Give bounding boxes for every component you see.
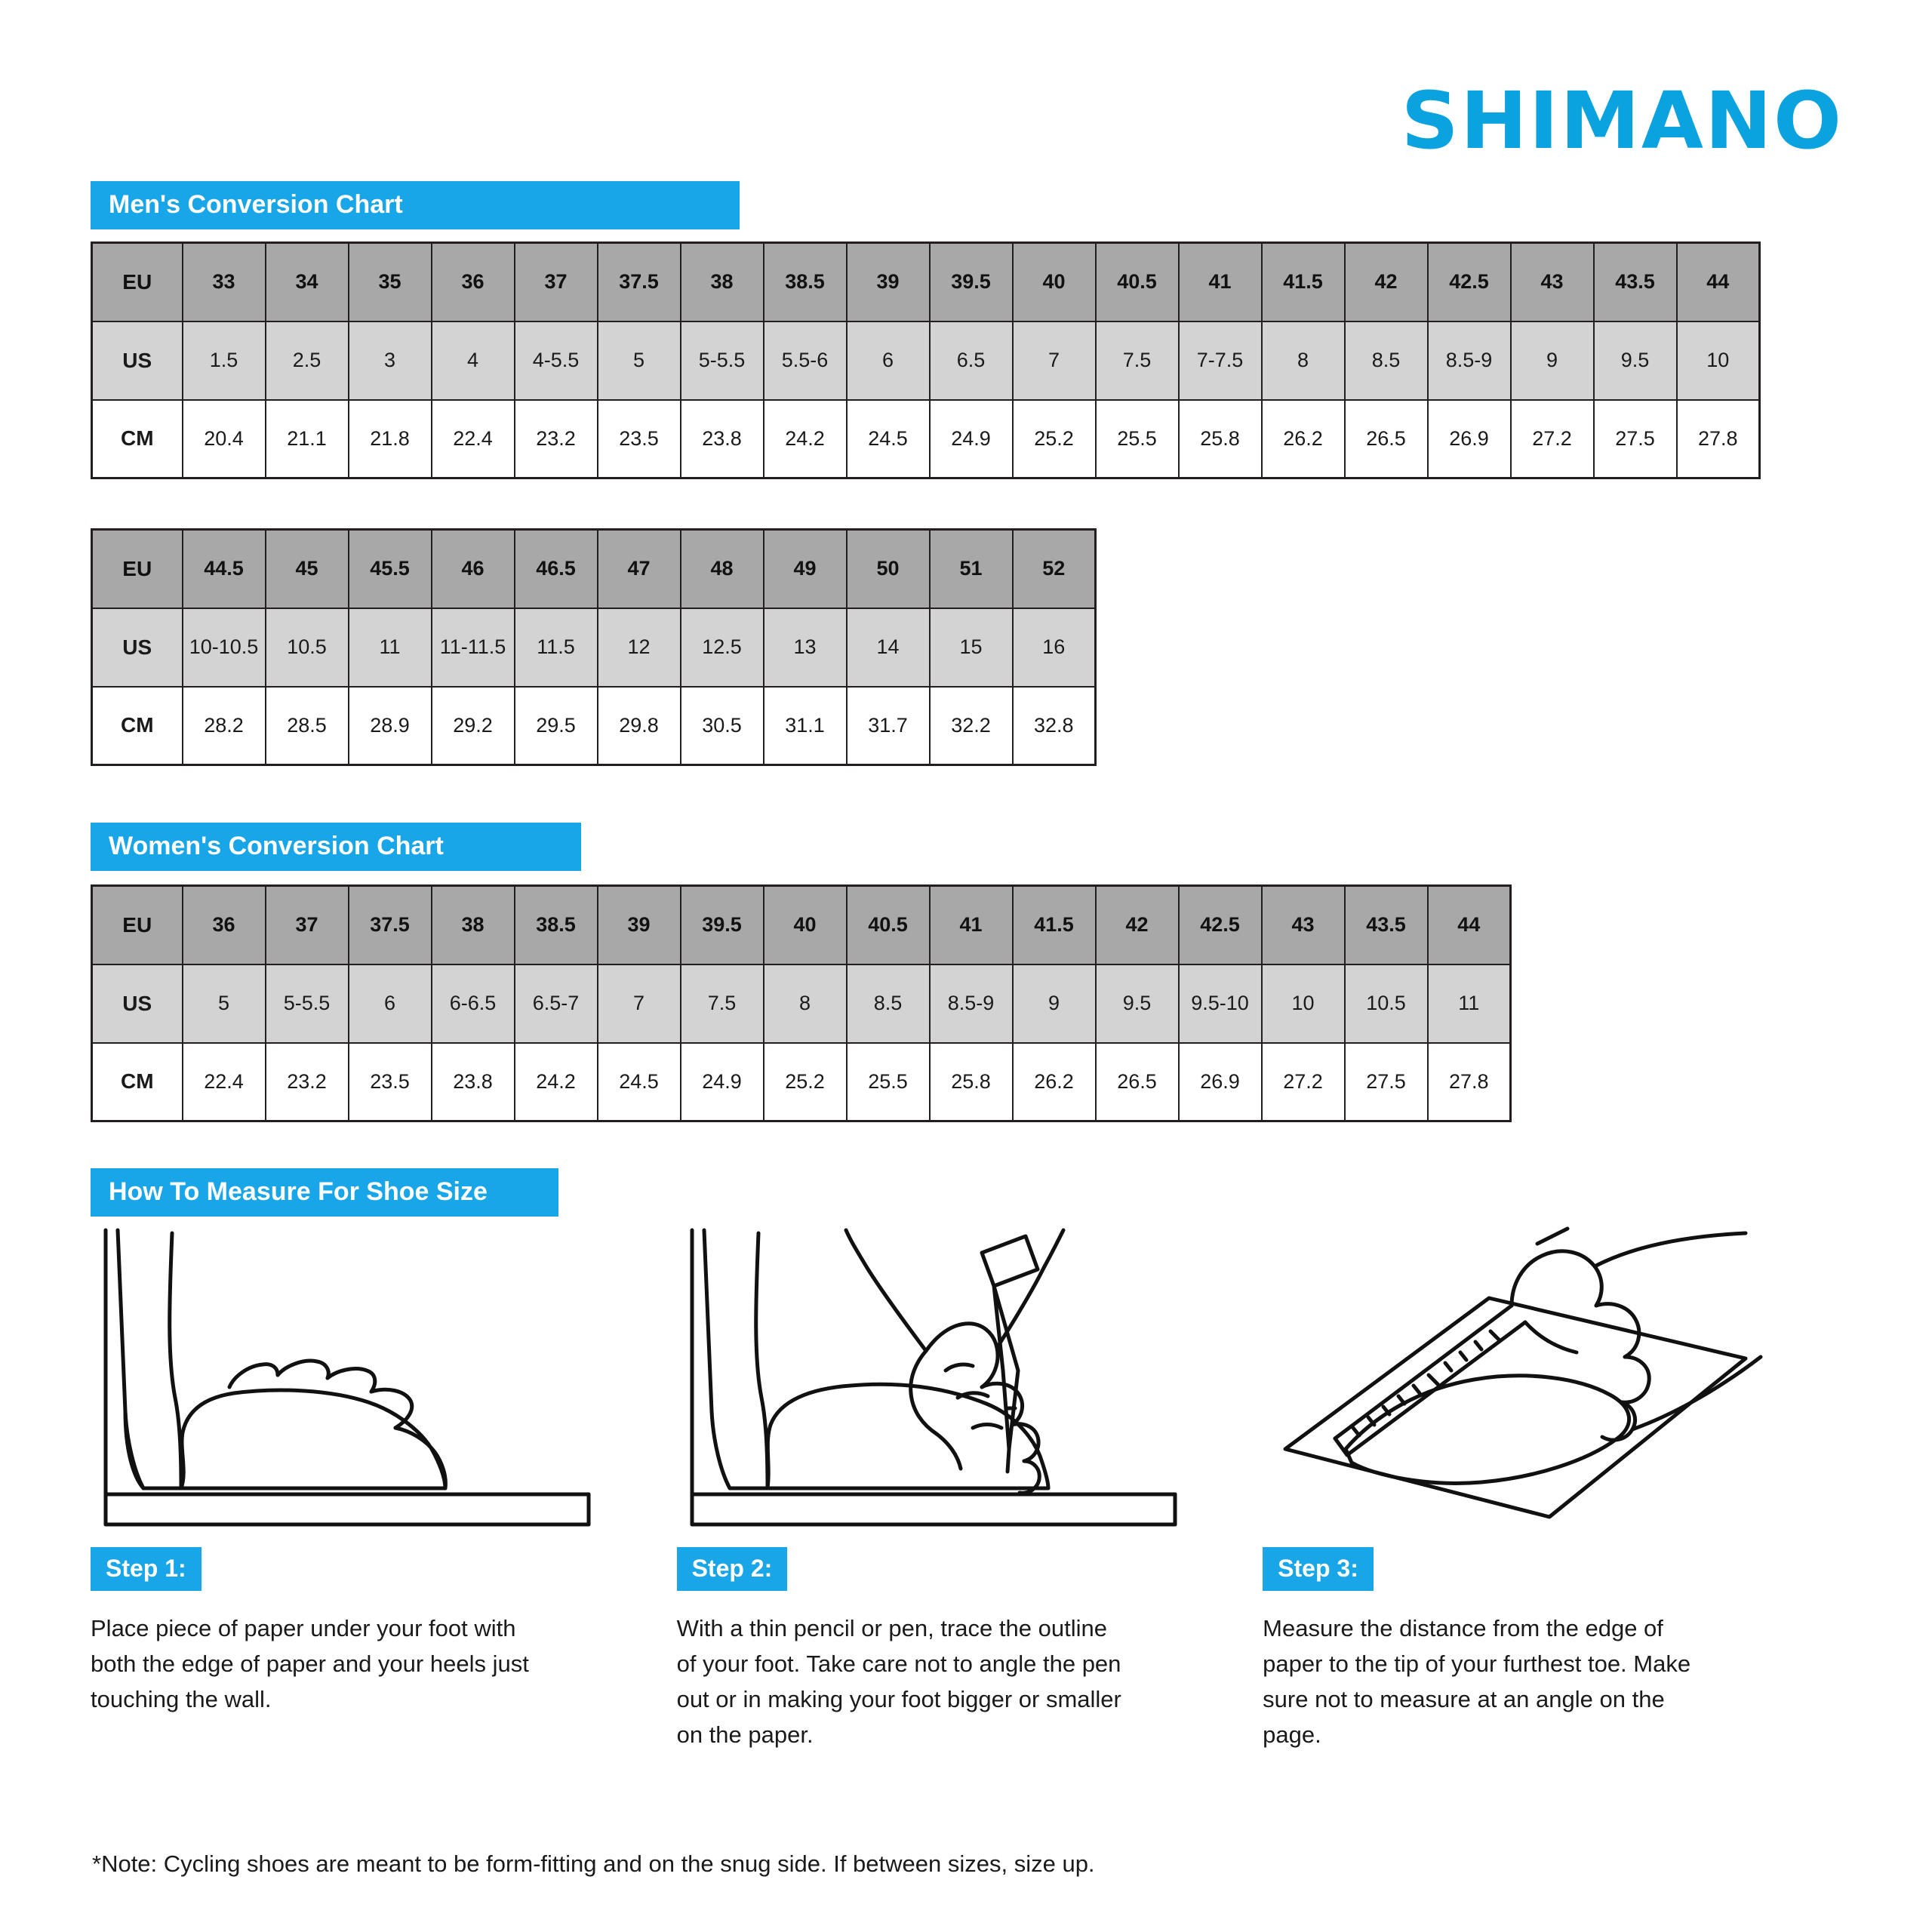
cell-us: 9 [1013,964,1096,1043]
cell-cm: 32.2 [930,687,1013,765]
cell-eu: 40.5 [847,886,930,964]
cell-us: 5 [183,964,266,1043]
cell-us: 1.5 [183,321,266,400]
cell-us: 8.5-9 [930,964,1013,1043]
cell-cm: 27.5 [1594,400,1677,478]
cell-eu: 51 [930,530,1013,608]
cell-eu: 38 [432,886,515,964]
cell-cm: 22.4 [183,1043,266,1121]
step-2-illustration [677,1223,1128,1547]
cell-eu: 41.5 [1262,243,1345,321]
cell-eu: 43.5 [1345,886,1428,964]
steps-container [91,1223,1849,1752]
row-label-cm: CM [92,687,183,765]
cell-us: 6.5-7 [515,964,598,1043]
cell-us: 10.5 [266,608,349,687]
step-2-badge: Step 2: [677,1547,788,1591]
cell-eu: 38 [681,243,764,321]
cell-us: 11-11.5 [432,608,515,687]
table-row [92,321,1760,400]
step-2 [677,1223,1263,1752]
table-row [92,243,1760,321]
cell-eu: 41.5 [1013,886,1096,964]
cell-us: 8.5 [847,964,930,1043]
cell-us: 9 [1511,321,1594,400]
cell-eu: 37 [266,886,349,964]
cell-eu: 48 [681,530,764,608]
table-womens [91,884,1512,1122]
row-label-eu: EU [92,243,183,321]
cell-eu: 37.5 [349,886,432,964]
cell-cm: 23.2 [266,1043,349,1121]
cell-cm: 23.8 [432,1043,515,1121]
cell-eu: 38.5 [515,886,598,964]
cell-cm: 26.9 [1428,400,1511,478]
footnote: *Note: Cycling shoes are meant to be form-fitting and on the snug side. If between sizes, size up. [92,1850,1095,1877]
step-3-illustration [1263,1223,1713,1547]
mens-conversion-table-2 [91,528,1097,766]
cell-cm: 23.2 [515,400,598,478]
step-1 [91,1223,677,1752]
cell-us: 5.5-6 [764,321,847,400]
cell-us: 8 [1262,321,1345,400]
cell-eu: 52 [1013,530,1096,608]
cell-eu: 42 [1345,243,1428,321]
table-row [92,687,1096,765]
cell-eu: 40 [764,886,847,964]
cell-cm: 29.2 [432,687,515,765]
cell-cm: 21.8 [349,400,432,478]
row-label-eu: EU [92,886,183,964]
measure-heading: How To Measure For Shoe Size [91,1168,558,1217]
womens-conversion-table [91,884,1512,1122]
row-label-cm: CM [92,400,183,478]
cell-us: 5-5.5 [681,321,764,400]
cell-eu: 47 [598,530,681,608]
cell-eu: 46 [432,530,515,608]
cell-cm: 24.2 [764,400,847,478]
step-3-badge: Step 3: [1263,1547,1374,1591]
step-3 [1263,1223,1849,1752]
cell-cm: 29.8 [598,687,681,765]
row-label-us: US [92,608,183,687]
cell-eu: 43.5 [1594,243,1677,321]
cell-us: 15 [930,608,1013,687]
cell-cm: 24.9 [681,1043,764,1121]
cell-us: 16 [1013,608,1096,687]
womens-section [91,823,581,871]
hand-tracing-foot-icon [677,1223,1190,1547]
cell-eu: 39.5 [930,243,1013,321]
cell-us: 8.5-9 [1428,321,1511,400]
cell-us: 4 [432,321,515,400]
cell-cm: 24.5 [598,1043,681,1121]
cell-cm: 27.2 [1511,400,1594,478]
cell-eu: 36 [183,886,266,964]
shimano-logo: SHIMANO [1401,75,1843,167]
cell-us: 7 [1013,321,1096,400]
step-1-illustration [91,1223,541,1547]
cell-cm: 25.8 [1179,400,1262,478]
cell-cm: 28.2 [183,687,266,765]
cell-eu: 39.5 [681,886,764,964]
cell-us: 10.5 [1345,964,1428,1043]
cell-eu: 49 [764,530,847,608]
table-row [92,1043,1511,1121]
cell-us: 14 [847,608,930,687]
cell-cm: 24.2 [515,1043,598,1121]
step-1-text: Place piece of paper under your foot with both the edge of paper and your heels just touching the wall. [91,1615,529,1713]
table-row [92,608,1096,687]
table-row [92,530,1096,608]
cell-us: 6.5 [930,321,1013,400]
cell-cm: 26.5 [1096,1043,1179,1121]
cell-us: 7.5 [681,964,764,1043]
cell-us: 7-7.5 [1179,321,1262,400]
cell-us: 9.5 [1594,321,1677,400]
cell-us: 10-10.5 [183,608,266,687]
cell-cm: 26.2 [1262,400,1345,478]
cell-us: 10 [1677,321,1760,400]
cell-eu: 40.5 [1096,243,1179,321]
cell-cm: 25.8 [930,1043,1013,1121]
cell-eu: 33 [183,243,266,321]
cell-us: 5-5.5 [266,964,349,1043]
cell-us: 7.5 [1096,321,1179,400]
table-mens-1 [91,242,1761,479]
cell-cm: 27.5 [1345,1043,1428,1121]
cell-cm: 24.5 [847,400,930,478]
cell-us: 2.5 [266,321,349,400]
cell-eu: 37 [515,243,598,321]
cell-cm: 31.7 [847,687,930,765]
cell-cm: 26.5 [1345,400,1428,478]
mens-section [91,181,740,229]
cell-eu: 34 [266,243,349,321]
cell-cm: 25.5 [847,1043,930,1121]
row-label-eu: EU [92,530,183,608]
cell-eu: 44 [1428,886,1511,964]
cell-eu: 43 [1262,886,1345,964]
cell-eu: 38.5 [764,243,847,321]
cell-eu: 42.5 [1179,886,1262,964]
cell-eu: 44.5 [183,530,266,608]
cell-eu: 35 [349,243,432,321]
cell-cm: 32.8 [1013,687,1096,765]
cell-eu: 46.5 [515,530,598,608]
cell-us: 11.5 [515,608,598,687]
cell-eu: 42 [1096,886,1179,964]
cell-eu: 37.5 [598,243,681,321]
cell-eu: 41 [930,886,1013,964]
foot-on-paper-icon [91,1223,604,1547]
row-label-us: US [92,964,183,1043]
cell-us: 8 [764,964,847,1043]
cell-cm: 22.4 [432,400,515,478]
cell-us: 11 [1428,964,1511,1043]
cell-cm: 25.5 [1096,400,1179,478]
cell-cm: 31.1 [764,687,847,765]
cell-cm: 25.2 [764,1043,847,1121]
cell-eu: 45 [266,530,349,608]
cell-cm: 27.8 [1428,1043,1511,1121]
cell-cm: 24.9 [930,400,1013,478]
cell-us: 5 [598,321,681,400]
cell-cm: 25.2 [1013,400,1096,478]
cell-eu: 39 [598,886,681,964]
cell-eu: 45.5 [349,530,432,608]
measure-section-heading [91,1168,558,1217]
cell-cm: 29.5 [515,687,598,765]
cell-cm: 23.5 [598,400,681,478]
cell-cm: 21.1 [266,400,349,478]
cell-eu: 36 [432,243,515,321]
row-label-cm: CM [92,1043,183,1121]
cell-us: 6 [847,321,930,400]
cell-cm: 26.9 [1179,1043,1262,1121]
cell-eu: 43 [1511,243,1594,321]
step-2-text: With a thin pencil or pen, trace the outline of your foot. Take care not to angle the pen out or in making your foot bigger or smaller on the paper. [676,1615,1121,1749]
row-label-us: US [92,321,183,400]
cell-us: 13 [764,608,847,687]
step-3-text: Measure the distance from the edge of paper to the tip of your furthest toe. Make sure not to measure at an angle on the page. [1263,1615,1691,1749]
cell-us: 8.5 [1345,321,1428,400]
cell-eu: 50 [847,530,930,608]
cell-cm: 23.8 [681,400,764,478]
cell-us: 10 [1262,964,1345,1043]
cell-us: 4-5.5 [515,321,598,400]
cell-cm: 28.5 [266,687,349,765]
cell-us: 12.5 [681,608,764,687]
cell-us: 7 [598,964,681,1043]
cell-cm: 26.2 [1013,1043,1096,1121]
cell-eu: 42.5 [1428,243,1511,321]
cell-cm: 23.5 [349,1043,432,1121]
cell-us: 9.5-10 [1179,964,1262,1043]
table-row [92,886,1511,964]
cell-us: 9.5 [1096,964,1179,1043]
cell-cm: 20.4 [183,400,266,478]
cell-us: 6-6.5 [432,964,515,1043]
cell-cm: 30.5 [681,687,764,765]
cell-cm: 27.2 [1262,1043,1345,1121]
cell-eu: 44 [1677,243,1760,321]
cell-cm: 28.9 [349,687,432,765]
womens-heading: Women's Conversion Chart [91,823,581,871]
cell-eu: 39 [847,243,930,321]
hand-measuring-paper-icon [1263,1223,1776,1547]
cell-us: 11 [349,608,432,687]
cell-us: 12 [598,608,681,687]
cell-eu: 40 [1013,243,1096,321]
cell-us: 6 [349,964,432,1043]
cell-us: 3 [349,321,432,400]
table-row [92,400,1760,478]
mens-heading: Men's Conversion Chart [91,181,740,229]
cell-cm: 27.8 [1677,400,1760,478]
step-1-badge: Step 1: [91,1547,202,1591]
mens-conversion-table-1 [91,242,1761,479]
table-mens-2 [91,528,1097,766]
table-row [92,964,1511,1043]
cell-eu: 41 [1179,243,1262,321]
